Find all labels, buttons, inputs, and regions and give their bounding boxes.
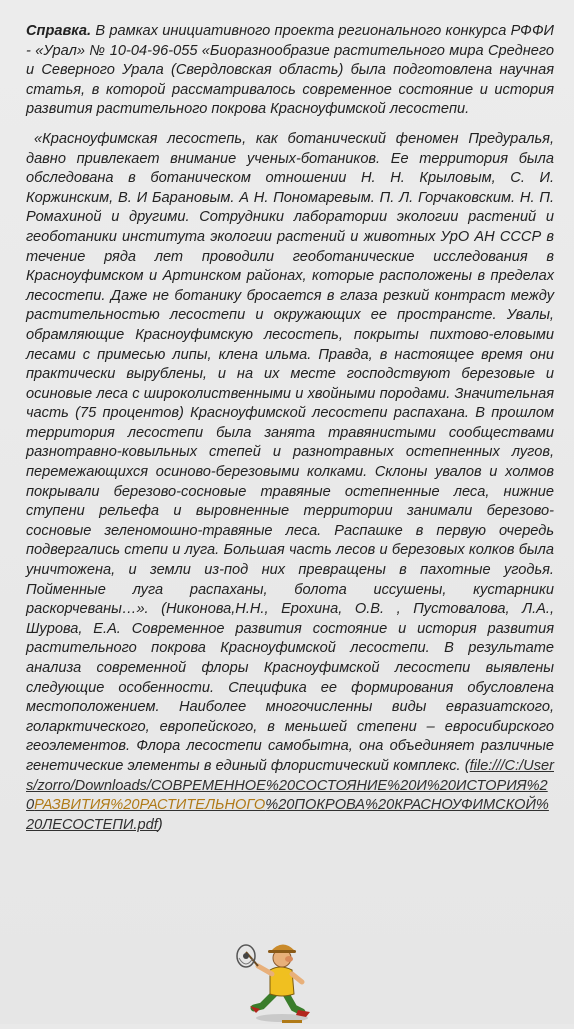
link-open-paren: ( bbox=[464, 757, 470, 774]
link-part-1: file:///C:/Users/zorro/Downloads/СОВРЕМЕННОЕ%20СОСТОЯНИЕ%20И%20ИСТОРИЯ%20 bbox=[26, 757, 554, 814]
quote-paragraph bbox=[26, 130, 554, 835]
link-part-2: %20ПОКРОВА%20КРАСНОУФИМСКОЙ%20ЛЕСОСТЕПИ.pdf bbox=[26, 797, 549, 833]
link-highlight: РАЗВИТИЯ%20РАСТИТЕЛЬНОГО bbox=[34, 797, 266, 814]
running-botanist-clipart-icon bbox=[236, 936, 326, 1024]
quote-text: «Красноуфимская лесостепь, как ботанический феномен Предуралья, давно привлекает внимание ученых-ботаников. Ее территория была обследована в ботаническом отношении Н. Н. Крыловым, С. И. Коржинским, В. И Барановым. А Н. Пономаревым. П. Л. Горчаковским. Н. П. Ромахиной и другими. Сотрудники лаборатории экологии растений и геоботаники института экологии растений и животных УрО АН СССР в течение ряда лет проводили геоботанические исследования в Красноуфимском и Артинском районах, которые расположены в пределах лесостепи. Даже не ботанику бросается в глаза резкий контраст между растительностью лесостепи и окружающих ее пространсте. Увалы, обрамляющие Красноуфимскую лесостепь, покрыты пихтово-еловыми лесами с примесью липы, клена ильма. Правда, в настоящее время они практически вырублены, и на их месте господствуют березовые и осиновые леса с широколиственными и хвойными породами. Значительная часть (75 процентов) Красноуфимской лесостепи распахана. В прошлом территория лесостепи была занята травянистыми сообществами разнотравно-ковыльных степей и разнотравных остепненных лугов, перемежающихся осиново-березовыми колками. Склоны увалов и холмов покрывали березово-сосновые травяные остепненные леса, нижние ступени рельефа и выровненные территории занимали березово-сосновые зеленомошно-травяные леса. Распашке в первую очередь подвергались степи и луга. Большая часть лесов и березовых колков была уничтожена, и земли из-под них превращены в пахотные угодья. Пойменные луга распаханы, болота иссушены, кустарники раскорчеваны…». (Никонова,Н.Н., Ерохина, О.В. , Пустовалова, Л.А., Шурова, Е.А. Современное развития состояние и история развития растительного покрова Красноуфимской лесостепи. В результате анализа современной флоры Красноуфимской лесостепи выявлены следующие особенности. Специфика ее формирования обусловлена местоположением. Наиболее многочисленны виды евразиатского, голарктического, европейского, в меньшей степени – евросибирского геоэлементов. Флора лесостепи самобытна, она объединяет различные генетические элементы в единый флористический комплекс. bbox=[26, 130, 554, 774]
reference-label: Справка. bbox=[26, 23, 92, 39]
text-content bbox=[26, 22, 554, 845]
link-close-paren: ) bbox=[157, 816, 163, 833]
reference-text: В рамках инициативного проекта регионального конкурса РФФИ - «Урал» № 10-04-96-055 «Биоразнообразие растительного мира Среднего и Северного Урала (Свердловская область) была подготовлена научная статья, в которой рассматривалось современное состояние и история развития растительного покрова Красноуфимской лесостепи. bbox=[26, 23, 554, 118]
reference-paragraph bbox=[26, 22, 554, 120]
